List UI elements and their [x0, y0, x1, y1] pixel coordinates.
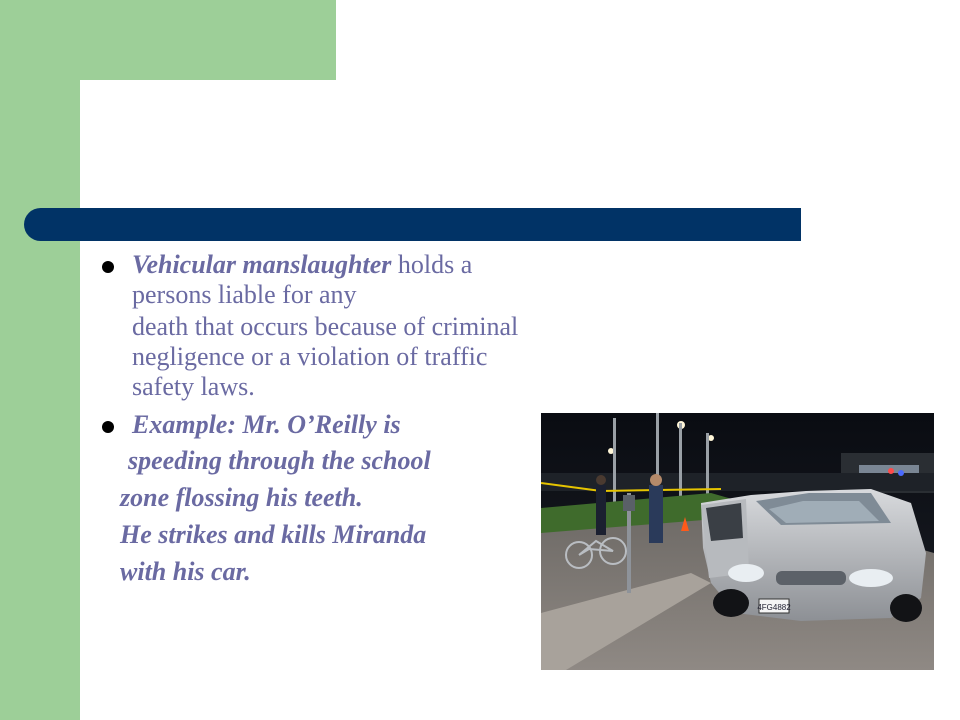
example-line-5: with his car. [120, 557, 251, 586]
definition-cont-line-1: death that occurs because of criminal [132, 312, 519, 341]
example-line-2: speeding through the school [128, 446, 431, 475]
accident-scene-photo [541, 413, 934, 670]
definition-cont-line-2: negligence or a violation of traffic [132, 342, 488, 371]
definition-text-1: holds a [391, 250, 473, 279]
term-label: Vehicular manslaughter [132, 250, 392, 279]
bullet-dot-icon [102, 421, 114, 433]
example-line-4: He strikes and kills Miranda [120, 520, 427, 549]
bullet-item-definition [100, 250, 620, 310]
title-bar [24, 208, 801, 241]
green-side-band [0, 0, 80, 720]
definition-continuation [100, 312, 620, 402]
green-top-band [0, 0, 336, 80]
bullet-dot-icon [102, 261, 114, 273]
panel-rounded-corner [80, 80, 140, 140]
example-line-1: Example: Mr. O’Reilly is [132, 410, 401, 439]
example-line-3: zone flossing his teeth. [120, 483, 363, 512]
definition-text-2: persons liable for any [132, 280, 357, 309]
license-plate-text: 4FG4882 [757, 603, 791, 612]
definition-cont-line-3: safety laws. [132, 372, 255, 401]
accident-scene-icon [541, 413, 934, 670]
